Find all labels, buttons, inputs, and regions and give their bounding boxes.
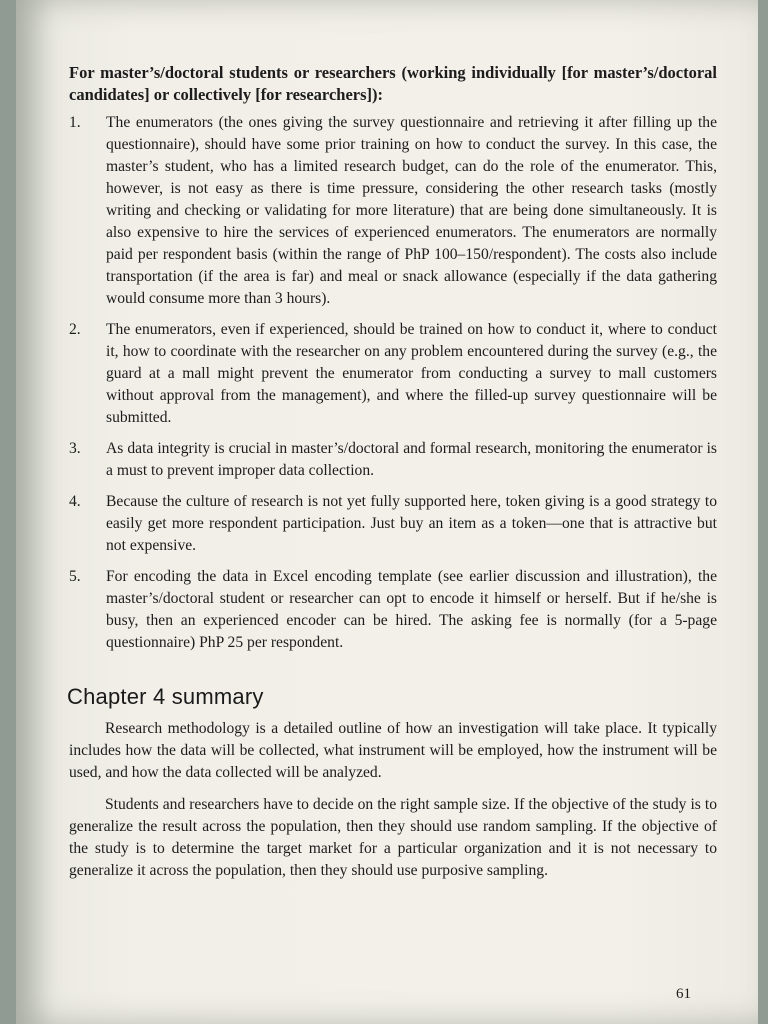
- list-item: [69, 566, 717, 654]
- list-item-text: Because the culture of research is not yet fully supported here, token giving is a good strategy to easily get more respondent participation. Just buy an item as a token—one that is attractive but not expensive.: [106, 493, 717, 554]
- numbered-list: [69, 112, 717, 654]
- list-item-number: 3.: [69, 440, 81, 457]
- chapter-summary: [69, 718, 717, 882]
- list-item-text: The enumerators (the ones giving the survey questionnaire and retrieving it after filling up the questionnaire), should have some prior training on how to conduct the survey. In this case, the master’s student, who has a limited research budget, can do the role of the enumerator. This, however, is not easy as there is time pressure, considering the other research tasks (mostly writing and checking or validating for more literature) that are being done simultaneously. It is also expensive to hire the services of experienced enumerators. The enumerators are normally paid per respondent basis (within the range of PhP 100–150/respondent). The costs also include transportation (if the area is far) and meal or snack allowance (especially if the data gathering would consume more than 3 hours).: [106, 114, 717, 307]
- summary-paragraph: Students and researchers have to decide on the right sample size. If the objective of the study is to generalize the result across the population, then they should use random sampling. If the objective of the study is to determine the target market for a particular organization and it is not necessary to generalize it across the population, then they should use purposive sampling.: [69, 796, 717, 879]
- page-content: [69, 62, 717, 892]
- list-item: [69, 491, 717, 557]
- summary-paragraph: Research methodology is a detailed outline of how an investigation will take place. It typically includes how the data will be collected, what instrument will be employed, how the instrument will be used, and how the data collected will be analyzed.: [69, 720, 717, 781]
- list-item-number: 4.: [69, 493, 81, 510]
- chapter-summary-heading: Chapter 4 summary: [67, 684, 264, 709]
- list-item-number: 2.: [69, 321, 81, 338]
- list-item-text: As data integrity is crucial in master’s/doctoral and formal research, monitoring the enumerator is a must to prevent improper data collection.: [106, 440, 717, 479]
- list-item-number: 1.: [69, 114, 81, 131]
- list-item-number: 5.: [69, 568, 81, 585]
- list-item-text: For encoding the data in Excel encoding template (see earlier discussion and illustration), the master’s/doctoral student or researcher can opt to encode it himself or herself. But if he/she is busy, then an experienced encoder can be hired. The asking fee is normally (for a 5-page questionnaire) PhP 25 per respondent.: [106, 568, 717, 651]
- book-page: [16, 0, 758, 1024]
- section-intro-heading: For master’s/doctoral students or researchers (working individually [for master’s/doctoral candidates] or collectively [for researchers]):: [69, 63, 717, 104]
- list-item-text: The enumerators, even if experienced, should be trained on how to conduct it, where to conduct it, how to coordinate with the researcher on any problem encountered during the survey (e.g., the guard at a mall might prevent the enumerator from conducting a survey to mall customers without approval from the management), and where the filled-up survey questionnaire will be submitted.: [106, 321, 717, 426]
- page-number: 61: [676, 986, 691, 1002]
- list-item: [69, 319, 717, 429]
- list-item: [69, 112, 717, 310]
- list-item: [69, 438, 717, 482]
